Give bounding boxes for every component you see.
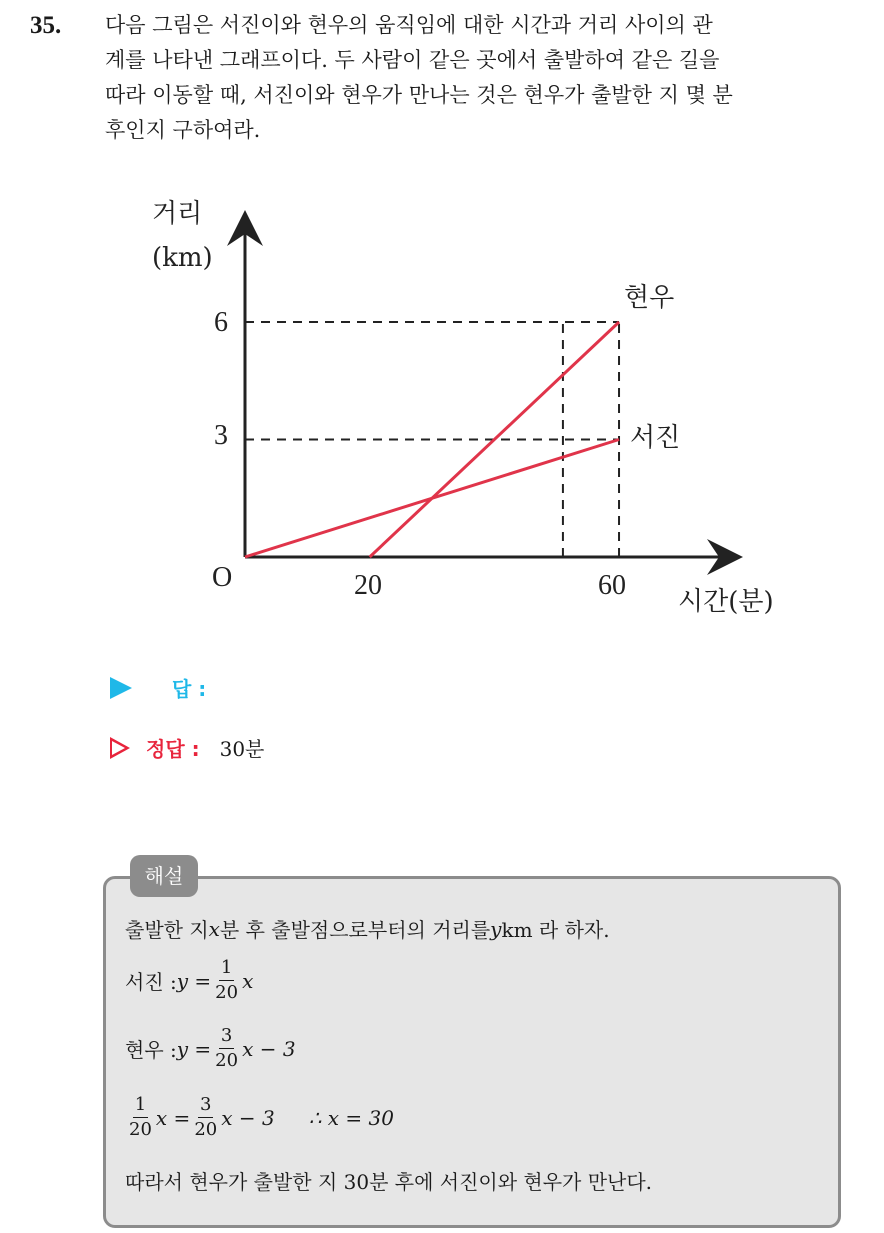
x-axis-label: 시간(분) [678, 587, 774, 617]
origin-label: O [212, 562, 233, 593]
fraction [213, 1024, 240, 1073]
x-tick-label: 60 [598, 570, 626, 601]
equation-rhs: x [242, 968, 254, 993]
solution-label: 정답 : [146, 737, 200, 761]
outline-arrow-icon [110, 737, 130, 759]
denominator: 20 [215, 982, 239, 1003]
series-label-hyunwoo: 현우 [624, 283, 675, 313]
text-span: 분 후 출발점으로부터의 거리를 [219, 918, 491, 942]
y-tick-label: 3 [214, 420, 228, 451]
denominator: 20 [194, 1119, 218, 1140]
question-line: 후인지 구하여라. [105, 118, 261, 142]
numerator: 1 [219, 956, 234, 981]
var-x: x [208, 916, 220, 941]
numerator: 1 [133, 1093, 148, 1118]
answer-row [110, 673, 206, 702]
guide-lines [245, 322, 619, 557]
equation-lhs: y = [176, 1036, 212, 1061]
question-number: 35. [30, 12, 62, 39]
question-line: 다음 그림은 서진이와 현우의 움직임에 대한 시간과 거리 사이의 관 [105, 13, 713, 37]
y-axis-label: 거리 [152, 199, 203, 229]
explanation-tab: 해설 [130, 855, 198, 897]
fraction [213, 956, 240, 1005]
y-axis-unit: (km) [152, 243, 213, 273]
seojin-label: 서진 : [125, 970, 177, 994]
play-arrow-icon [110, 677, 132, 699]
numerator: 3 [219, 1024, 234, 1049]
therefore-result: ∴ x = 30 [308, 1105, 394, 1130]
equation-rest: x − 3 [221, 1105, 275, 1130]
fraction [192, 1093, 219, 1142]
var-y: y [490, 916, 502, 941]
numerator: 3 [198, 1093, 213, 1118]
fraction [127, 1093, 154, 1142]
solution-value: 30분 [219, 737, 265, 761]
series-label-seojin: 서진 [630, 423, 681, 453]
seojin-equation [125, 956, 253, 1005]
denominator: 20 [129, 1119, 152, 1140]
question-line: 계를 나타낸 그래프이다. 두 사람이 같은 곳에서 출발하여 같은 길을 [105, 48, 720, 72]
equation-lhs: y = [176, 968, 212, 993]
equation-rhs: x − 3 [242, 1036, 296, 1061]
solution-row [110, 733, 264, 762]
text-span: 출발한 지 [125, 918, 209, 942]
denominator: 20 [215, 1050, 239, 1071]
y-tick-label: 6 [214, 307, 228, 338]
explanation-conclusion: 따라서 현우가 출발한 지 30분 후에 서진이와 현우가 만난다. [125, 1170, 653, 1194]
hyunwoo-equation [125, 1024, 296, 1073]
equation-mid: x = [155, 1105, 191, 1130]
x-tick-label: 20 [354, 570, 382, 601]
answer-label: 답 : [172, 677, 207, 701]
question-line: 따라 이동할 때, 서진이와 현우가 만나는 것은 현우가 출발한 지 몇 분 [105, 83, 733, 107]
hyunwoo-label: 현우 : [125, 1038, 177, 1062]
text-span: km 라 하자. [501, 918, 610, 942]
solve-equation [125, 1093, 394, 1142]
explanation-intro [125, 914, 610, 943]
